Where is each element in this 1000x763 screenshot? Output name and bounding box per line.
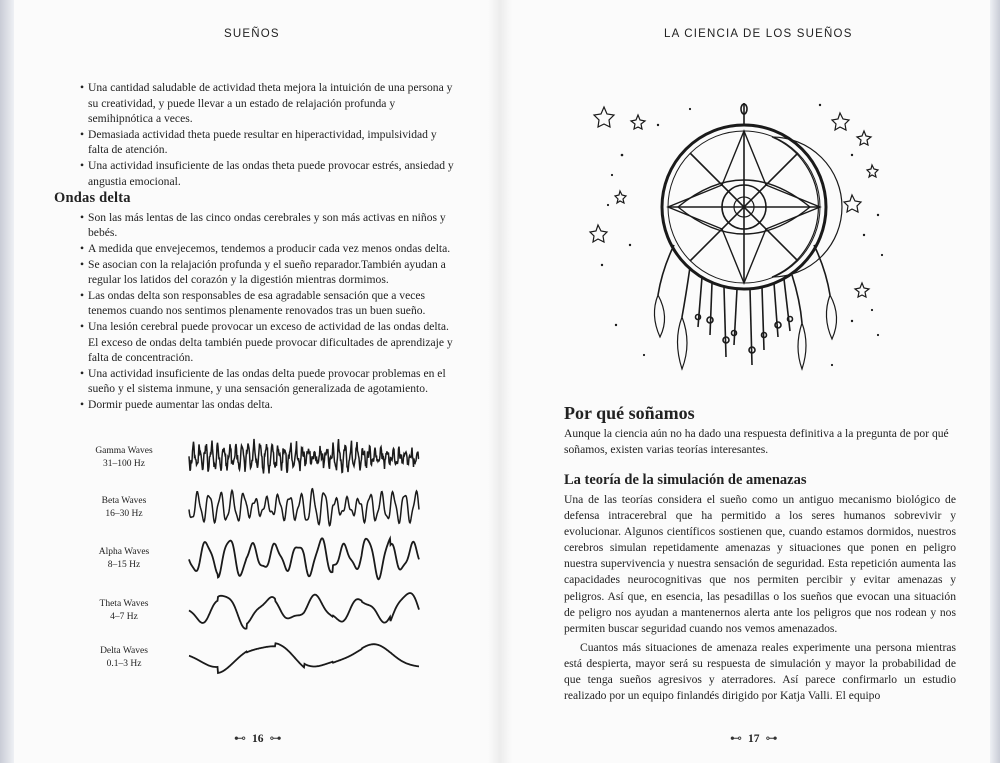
bullet-text: Una actividad insuficiente de las ondas theta puede provocar estrés, ansiedad y angustia emocional. <box>88 158 454 188</box>
alpha-wave-trace <box>189 538 419 579</box>
list-item: • Son las más lentas de las cinco ondas cerebrales y son más activas en niños y bebés. <box>80 210 446 240</box>
running-head-left: SUEÑOS <box>224 28 280 40</box>
list-item: • Las ondas delta son responsables de esa agradable sensación que a veces tenemos cuando nos sentimos plenamente renovados tras un buen sueño. <box>80 288 426 318</box>
bullet-text: Se asocian con la relajación profunda y el sueño reparador.También ayudan a regular los latidos del corazón y la digestión mientras dormimos. <box>88 257 446 287</box>
folio-number: 16 <box>252 732 264 745</box>
delta-bullet-list <box>54 210 454 413</box>
wave-name: Gamma Waves <box>95 446 153 456</box>
brain-waves-figure <box>74 435 434 675</box>
wave-name: Delta Waves <box>100 646 148 656</box>
folio-ornament-left: ⊷ <box>234 731 246 745</box>
intro-paragraph: Aunque la ciencia aún no ha dado una respuesta definitiva a la pregunta de por qué soñamos, existen varias teorías interesantes. <box>564 427 949 456</box>
wave-name: Theta Waves <box>99 599 149 609</box>
list-item: • Una actividad insuficiente de las ondas delta puede provocar problemas en el sueño y el sistema inmune, y una sensación generalizada de agotamiento. <box>80 366 446 396</box>
gamma-wave-trace <box>189 439 419 474</box>
page-number-left <box>234 731 282 746</box>
list-item: • Dormir puede aumentar las ondas delta. <box>80 397 273 411</box>
wave-range: 31–100 Hz <box>103 459 145 469</box>
wave-range: 0.1–3 Hz <box>106 659 142 669</box>
list-item: • Demasiada actividad theta puede resultar en hiperactividad, impulsividad y falta de atención. <box>80 127 437 157</box>
subheading-threat-simulation: La teoría de la simulación de amenazas <box>564 472 807 488</box>
right-page <box>512 0 990 763</box>
bullet-text: Dormir puede aumentar las ondas delta. <box>88 397 273 411</box>
page-number-right <box>730 731 778 746</box>
folio-number: 17 <box>748 732 760 745</box>
wave-name: Beta Waves <box>101 496 147 506</box>
running-head-right: LA CIENCIA DE LOS SUEÑOS <box>664 28 853 40</box>
theta-bullet-list <box>54 80 454 189</box>
wave-range: 8–15 Hz <box>107 560 141 570</box>
delta-wave-trace <box>189 643 419 673</box>
page-edge-right <box>990 0 1000 763</box>
book-gutter <box>488 0 512 763</box>
list-item: • Una actividad insuficiente de las ondas theta puede provocar estrés, ansiedad y angustia emocional. <box>80 158 454 188</box>
bullet-text: Demasiada actividad theta puede resultar en hiperactividad, impulsividad y falta de atención. <box>88 127 437 157</box>
bullet-text: Una lesión cerebral puede provocar un exceso de actividad de las ondas delta. El exceso de ondas delta también puede provocar dificultades de aprendizaje y falta de concentración. <box>88 319 453 365</box>
wave-range: 4–7 Hz <box>110 612 138 622</box>
page-edge-left <box>0 0 14 763</box>
left-page <box>14 0 488 763</box>
bullet-text: Una cantidad saludable de actividad theta mejora la intuición de una persona y su creatividad, y puede llevar a un estado de relajación profunda y semihipnótica a veces. <box>88 81 453 126</box>
wave-traces <box>74 435 434 675</box>
beta-wave-trace <box>189 489 419 526</box>
bullet-text: Las ondas delta son responsables de esa agradable sensación que a veces tenemos cuando nos sentimos plenamente renovados tras un buen sueño. <box>88 288 426 318</box>
list-item: • A medida que envejecemos, tendemos a producir cada vez menos ondas delta. <box>80 241 451 255</box>
dreamcatcher-illustration <box>582 95 892 405</box>
folio-ornament-right: ⊶ <box>269 731 282 745</box>
wave-name: Alpha Waves <box>98 547 150 557</box>
bullet-text: Son las más lentas de las cinco ondas cerebrales y son más activas en niños y bebés. <box>88 210 446 240</box>
section-heading-delta: Ondas delta <box>54 190 131 207</box>
left-body <box>54 80 454 412</box>
bullet-text: Una actividad insuficiente de las ondas delta puede provocar problemas en el sueño y el sistema inmune, y una sensación generalizada de agotamiento. <box>88 366 446 396</box>
folio-ornament-right: ⊶ <box>765 731 778 745</box>
list-item: • Una lesión cerebral puede provocar un exceso de actividad de las ondas delta. El exceso de ondas delta también puede provocar dificultades de aprendizaje y falta de concentración. <box>80 319 453 365</box>
list-item: • Se asocian con la relajación profunda y el sueño reparador.También ayudan a regular los latidos del corazón y la digestión mientras dormimos. <box>80 257 446 287</box>
bullet-text: A medida que envejecemos, tendemos a producir cada vez menos ondas delta. <box>88 241 451 255</box>
theta-wave-trace <box>189 593 419 629</box>
wave-range: 16–30 Hz <box>105 509 143 519</box>
list-item: • Una cantidad saludable de actividad theta mejora la intuición de una persona y su creatividad, y puede llevar a un estado de relajación profunda y semihipnótica a veces. <box>80 81 453 126</box>
section-heading-why-we-dream: Por qué soñamos <box>564 403 695 423</box>
folio-ornament-left: ⊷ <box>730 731 742 745</box>
paragraph-1: Una de las teorías considera el sueño como un antiguo mecanismo biológico de defensa intracerebral que ha permitido a los seres humanos sobrevivir y evolucionar. Algunos científicos sostienen que, cuando estamos dormidos, nuestros cerebros simulan repetidamente amenazas y situaciones que ponen en peligro nuestra supervivencia y nuestra sensación de seguridad. Esta repetición aumenta las capacidades neurocognitivas que nos permiten percibir y evitar amenazas y peligros. Así que, en esencia, las pesadillas o los sueños que evocan una situación de peligro nos ayudan a mantenernos alerta ante los peligros que nos rodean y nos permiten buscar seguridad cuando nos vemos amenazados. <box>564 493 956 635</box>
paragraph-2: Cuantos más situaciones de amenaza reales experimente una persona mientras está despierta, mayor será su respuesta de simulación y mayor la probabilidad de que tenga sueños agresivos y aterradores. Así parece confirmarlo un estudio realizado por un equipo finlandés dirigido por Katja Valli. El equipo <box>564 641 956 703</box>
